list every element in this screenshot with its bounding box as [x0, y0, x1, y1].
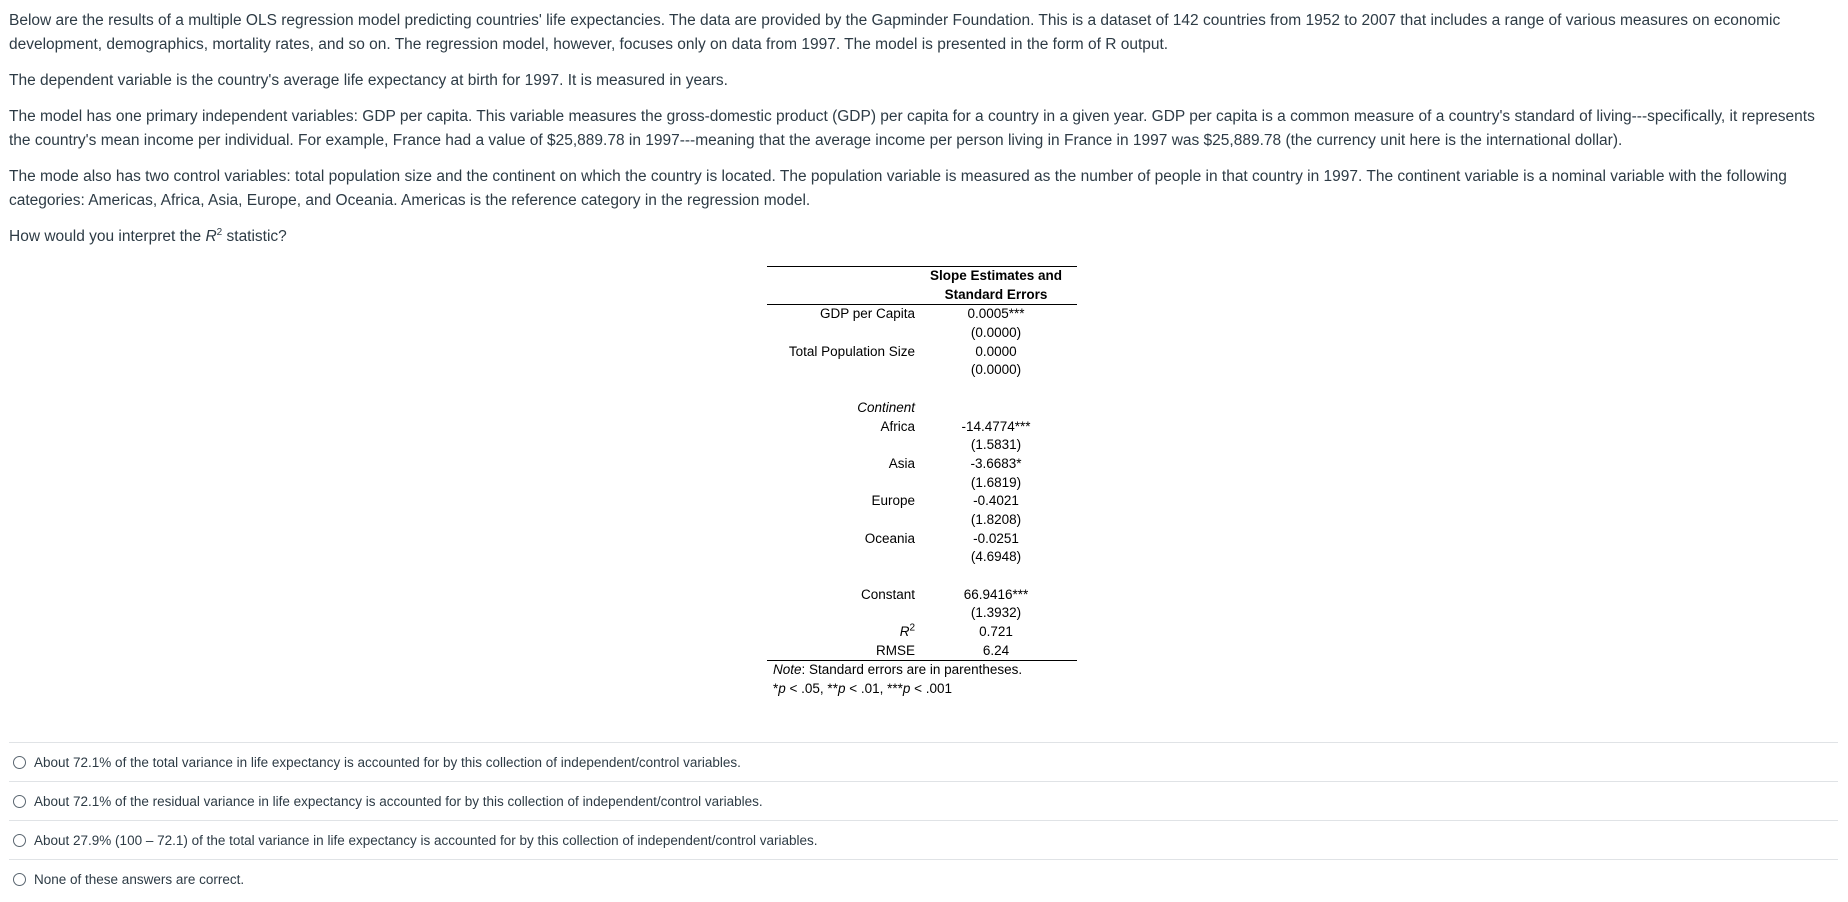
answer-option[interactable]	[9, 781, 1838, 820]
question-prompt	[9, 225, 1835, 249]
radio-button[interactable]	[13, 795, 26, 808]
table-row	[767, 642, 1077, 661]
row-estimate: -14.4774***	[961, 418, 1031, 434]
table-row	[767, 623, 1077, 642]
row-label: Oceania	[864, 530, 915, 546]
row-estimate: -0.4021	[973, 493, 1019, 509]
table-row	[767, 324, 1077, 343]
table-row	[767, 586, 1077, 605]
rmse-label: RMSE	[875, 642, 915, 658]
row-estimate: 66.9416***	[963, 586, 1029, 602]
r2-value: 0.721	[979, 624, 1013, 640]
row-label: GDP per Capita	[819, 306, 915, 322]
table-row	[767, 455, 1077, 474]
row-se: (1.8208)	[970, 511, 1022, 527]
table-row	[767, 548, 1077, 567]
question-paragraph: The mode also has two control variables: total population size and the continent on which the country is located. The population variable is measured as the number of people in that country in 1997. The continent variable is a nominal variable with the following categories: Americas, Africa, Asia, Europe, and Oceania. Americas is the reference category in the regression model.	[9, 168, 1787, 209]
radio-button[interactable]	[13, 873, 26, 886]
row-estimate: -3.6683*	[970, 455, 1022, 471]
answer-text: About 72.1% of the total variance in life expectancy is accounted for by this collection of independent/control variables.	[34, 754, 741, 770]
row-se: (1.3932)	[970, 605, 1022, 621]
rmse-value: 6.24	[982, 642, 1010, 658]
regression-table	[767, 266, 1077, 699]
row-se: (0.0000)	[970, 325, 1022, 341]
table-row	[767, 418, 1077, 437]
table-row	[767, 343, 1077, 362]
question-paragraph: The model has one primary independent variables: GDP per capita. This variable measures the gross-domestic product (GDP) per capita for a country in a given year. GDP per capita is a common measure of a country's standard of living---specifically, it represents the country's mean income per individual. For example, France had a value of $25,889.78 in 1997---meaning that the average income per person living in France in 1997 was $25,889.78 (the currency unit here is the international dollar).	[9, 108, 1815, 149]
row-label: Total Population Size	[788, 343, 915, 359]
answer-text: None of these answers are correct.	[34, 871, 245, 887]
table-header	[915, 267, 1077, 304]
question-paragraph: Below are the results of a multiple OLS regression model predicting countries' life expectancies. The data are provided by the Gapminder Foundation. This is a dataset of 142 countries from 1952 to 2007 that includes a range of various measures on economic development, demographics, mortality rates, and so on. The regression model, however, focuses only on data from 1997. The model is presented in the form of R output.	[9, 12, 1781, 53]
answer-text: About 72.1% of the residual variance in life expectancy is accounted for by this collection of independent/control variables.	[34, 793, 763, 809]
row-estimate: 0.0000	[975, 343, 1017, 359]
answer-option[interactable]	[9, 742, 1838, 781]
continent-heading: Continent	[857, 399, 915, 415]
table-note: Note: Standard errors are in parentheses.	[773, 662, 1023, 678]
header-line-2: Standard Errors	[944, 286, 1048, 302]
answer-option[interactable]	[9, 820, 1838, 859]
row-se: (0.0000)	[970, 362, 1022, 378]
radio-button[interactable]	[13, 756, 26, 769]
table-row	[767, 361, 1077, 380]
row-label: Africa	[880, 418, 915, 434]
table-row	[767, 511, 1077, 530]
significance-note: *p < .05, **p < .01, ***p < .001	[773, 681, 953, 697]
radio-button[interactable]	[13, 834, 26, 847]
row-estimate: 0.0005***	[967, 306, 1025, 322]
row-se: (1.5831)	[970, 437, 1022, 453]
table-row	[767, 305, 1077, 324]
row-se: (4.6948)	[970, 549, 1022, 565]
prompt-r: R	[205, 228, 217, 245]
answer-options	[9, 742, 1838, 898]
row-label: Asia	[888, 455, 915, 471]
prompt-pre: How would you interpret the	[9, 228, 206, 245]
header-line-1: Slope Estimates and	[929, 268, 1063, 283]
question-paragraph: The dependent variable is the country's average life expectancy at birth for 1997. It is measured in years.	[9, 72, 728, 89]
prompt-post: statistic?	[222, 228, 287, 245]
prompt-sup: 2	[216, 226, 223, 238]
row-label: Europe	[871, 493, 915, 509]
table-row	[767, 436, 1077, 455]
table-row	[767, 492, 1077, 511]
row-se: (1.6819)	[970, 474, 1022, 490]
answer-option[interactable]	[9, 859, 1838, 898]
table-row	[767, 474, 1077, 493]
r2-label: $R^2$	[899, 622, 915, 640]
question-text	[9, 9, 1835, 261]
table-row	[767, 399, 1077, 418]
table-row	[767, 604, 1077, 623]
row-label: Constant	[860, 586, 915, 602]
table-row	[767, 530, 1077, 549]
answer-text: About 27.9% (100 – 72.1) of the total variance in life expectancy is accounted for by this collection of independent/control variables.	[34, 832, 818, 848]
row-estimate: -0.0251	[973, 530, 1019, 546]
